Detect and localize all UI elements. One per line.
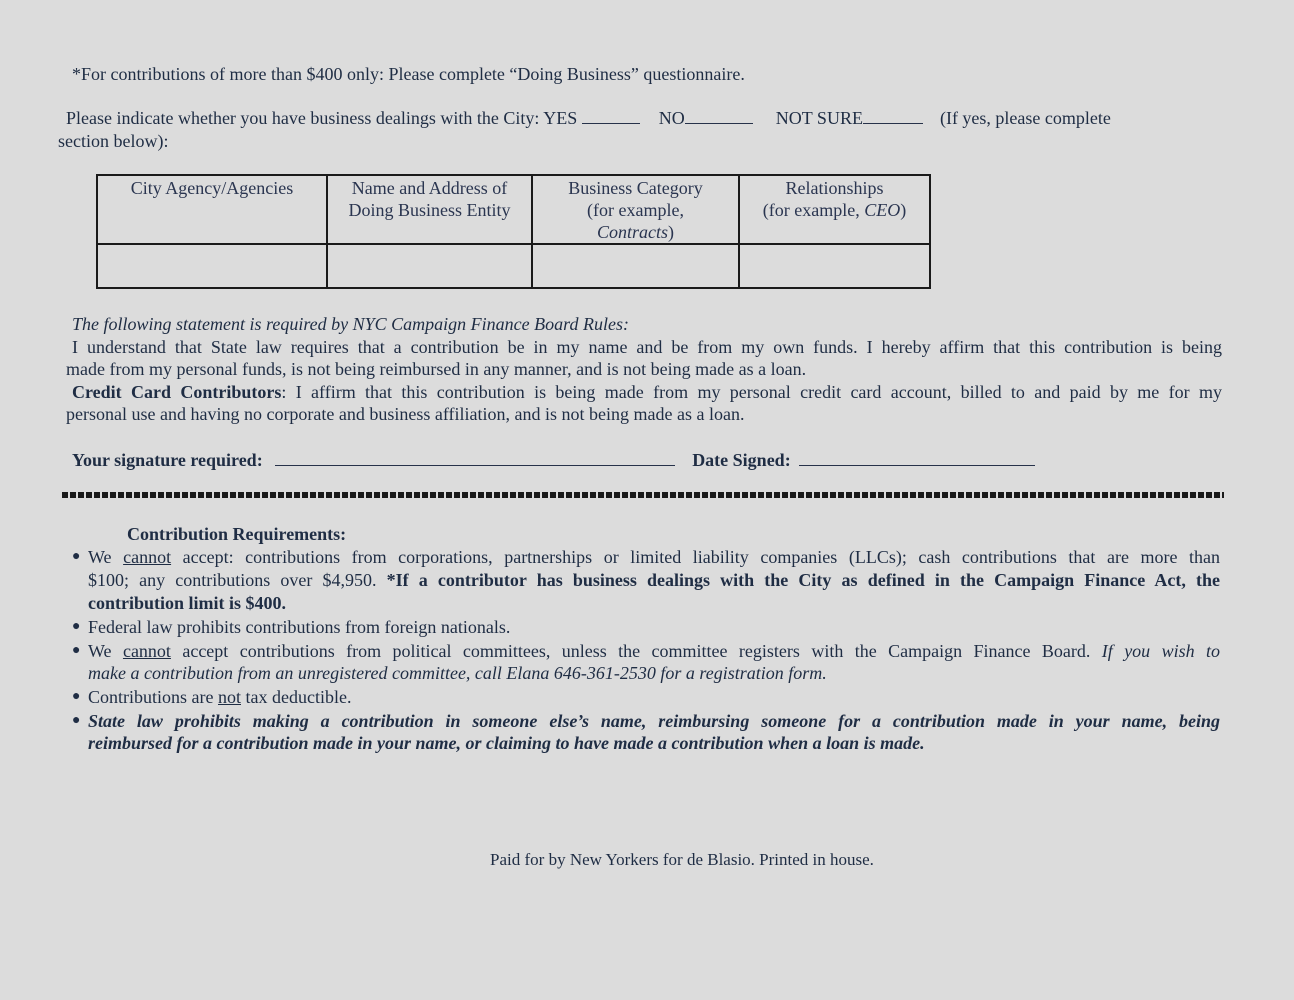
requirement-5-line-2: reimbursed for a contribution made in your name, or claiming to have made a contribution when a loan is made. (88, 733, 925, 753)
requirement-3-line-1: We cannot accept contributions from political committees, unless the committee registers with the Campaign Finance Board. If you wish to (88, 641, 1221, 661)
statement-line-2: made from my personal funds, is not being reimbursed in any manner, and is not being made as a loan. (66, 359, 807, 379)
no-label: NO (658, 108, 685, 128)
requirements-heading: Contribution Requirements: (127, 524, 347, 544)
requirement-1-line-2: $100; any contributions over $4,950. *If a contributor has business dealings with the City as defined in the Campaign Finance Act, the (88, 570, 1220, 590)
date-signed-field[interactable] (799, 449, 1035, 466)
not-sure-label: NOT SURE (775, 108, 863, 128)
statement-intro: The following statement is required by NYC Campaign Finance Board Rules: (72, 314, 629, 334)
cell-name-address-input[interactable] (327, 244, 532, 288)
table-header-row (97, 175, 930, 244)
col-name-address: Name and Address of Doing Business Entity (327, 175, 532, 244)
requirement-2: Federal law prohibits contributions from foreign nationals. (88, 617, 511, 637)
bullet-icon: ● (72, 643, 81, 658)
cell-city-agency-input[interactable] (97, 244, 327, 288)
not-sure-blank[interactable] (863, 107, 923, 124)
doing-business-table (96, 174, 931, 289)
bullet-icon: ● (72, 713, 81, 728)
section-below-text: section below): (58, 131, 169, 151)
credit-card-label: Credit Card Contributors (72, 382, 282, 402)
requirement-5-line-1: State law prohibits making a contribution in someone else’s name, reimbursing someone for a contribution made in your name, being (88, 711, 1220, 731)
signature-row (72, 449, 1035, 471)
statement-line-1: I understand that State law requires that a contribution be in my name and be from my own funds. I hereby affirm that this contribution is being (72, 337, 1222, 357)
table-row (97, 244, 930, 288)
requirement-1-line-1: We cannot accept: contributions from corporations, partnerships or limited liability companies (LLCs); cash contributions that are more than (88, 547, 1220, 567)
credit-card-line-1: Credit Card Contributors: I affirm that this contribution is being made from my personal credit card account, billed to and paid by me for my (72, 382, 1222, 402)
cell-relationships-input[interactable] (739, 244, 930, 288)
requirement-3-line-2: make a contribution from an unregistered committee, call Elana 646-361-2530 for a registration form. (88, 663, 827, 683)
dotted-divider (62, 492, 1224, 498)
requirement-4: Contributions are not tax deductible. (88, 687, 352, 707)
business-dealings-question (66, 107, 1111, 129)
signature-field[interactable] (275, 449, 675, 466)
no-blank[interactable] (685, 107, 753, 124)
doing-business-note: *For contributions of more than $400 only: Please complete “Doing Business” questionnaire. (72, 64, 745, 84)
if-yes-note: (If yes, please complete (939, 108, 1111, 128)
bullet-icon: ● (72, 619, 81, 634)
requirement-1-line-3: contribution limit is $400. (88, 593, 287, 613)
paid-for-footer: Paid for by New Yorkers for de Blasio. Printed in house. (490, 850, 874, 869)
col-city-agency: City Agency/Agencies (97, 175, 327, 244)
credit-card-line-2: personal use and having no corporate and business affiliation, and is not being made as a loan. (66, 404, 745, 424)
bullet-icon: ● (72, 689, 81, 704)
date-signed-label: Date Signed: (692, 450, 791, 470)
bullet-icon: ● (72, 549, 81, 564)
yes-blank[interactable] (582, 107, 640, 124)
question-text: Please indicate whether you have business dealings with the City: (66, 108, 540, 128)
cell-business-category-input[interactable] (532, 244, 739, 288)
yes-label: YES (543, 108, 578, 128)
col-business-category: Business Category (for example, Contracts) (532, 175, 739, 244)
col-relationships: Relationships (for example, CEO) (739, 175, 930, 244)
signature-label: Your signature required: (72, 450, 263, 470)
